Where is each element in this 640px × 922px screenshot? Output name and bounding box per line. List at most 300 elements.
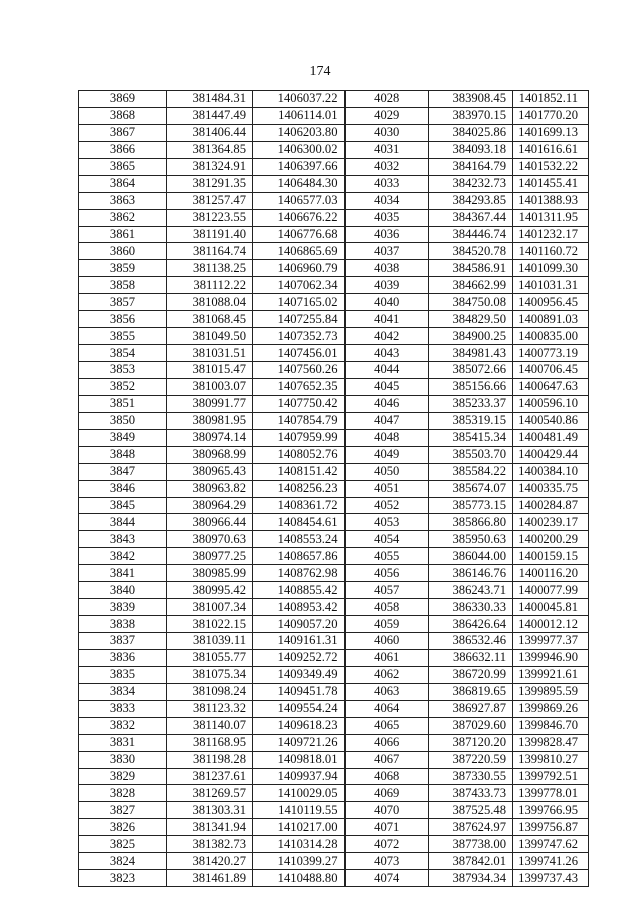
- table-row: [79, 362, 589, 379]
- point-id-left-cell: 3847: [79, 463, 167, 480]
- x-coordinate-left-cell: 381364.85: [167, 141, 253, 158]
- table-row: [79, 853, 589, 870]
- table-row: [79, 91, 589, 108]
- table-row: [79, 141, 589, 158]
- point-id-left-cell: 3865: [79, 158, 167, 175]
- table-row: [79, 124, 589, 141]
- point-id-left-cell: 3827: [79, 802, 167, 819]
- y-coordinate-right-cell: 1401532.22: [513, 158, 589, 175]
- table-row: [79, 700, 589, 717]
- point-id-right-cell: 4069: [345, 785, 429, 802]
- point-id-left-cell: 3836: [79, 649, 167, 666]
- y-coordinate-right-cell: 1401160.72: [513, 243, 589, 260]
- y-coordinate-right-cell: 1400239.17: [513, 514, 589, 531]
- x-coordinate-left-cell: 381031.51: [167, 345, 253, 362]
- point-id-left-cell: 3826: [79, 819, 167, 836]
- x-coordinate-left-cell: 381237.61: [167, 768, 253, 785]
- point-id-right-cell: 4073: [345, 853, 429, 870]
- point-id-left-cell: 3862: [79, 209, 167, 226]
- table-row: [79, 497, 589, 514]
- x-coordinate-right-cell: 384025.86: [429, 124, 513, 141]
- y-coordinate-right-cell: 1399766.95: [513, 802, 589, 819]
- x-coordinate-left-cell: 381324.91: [167, 158, 253, 175]
- point-id-left-cell: 3864: [79, 175, 167, 192]
- point-id-right-cell: 4072: [345, 836, 429, 853]
- table-row: [79, 531, 589, 548]
- y-coordinate-left-cell: 1410029.05: [253, 785, 345, 802]
- y-coordinate-left-cell: 1406484.30: [253, 175, 345, 192]
- y-coordinate-left-cell: 1407456.01: [253, 345, 345, 362]
- x-coordinate-left-cell: 381406.44: [167, 124, 253, 141]
- table-row: [79, 345, 589, 362]
- y-coordinate-right-cell: 1399921.61: [513, 666, 589, 683]
- y-coordinate-right-cell: 1399869.26: [513, 700, 589, 717]
- point-id-left-cell: 3858: [79, 277, 167, 294]
- table-row: [79, 633, 589, 650]
- y-coordinate-left-cell: 1407854.79: [253, 412, 345, 429]
- point-id-right-cell: 4062: [345, 666, 429, 683]
- point-id-left-cell: 3833: [79, 700, 167, 717]
- table-row: [79, 616, 589, 633]
- y-coordinate-left-cell: 1409618.23: [253, 717, 345, 734]
- x-coordinate-right-cell: 387934.34: [429, 870, 513, 887]
- point-id-left-cell: 3849: [79, 429, 167, 446]
- y-coordinate-left-cell: 1410399.27: [253, 853, 345, 870]
- table-row: [79, 328, 589, 345]
- y-coordinate-right-cell: 1400116.20: [513, 565, 589, 582]
- y-coordinate-right-cell: 1399741.26: [513, 853, 589, 870]
- y-coordinate-left-cell: 1406960.79: [253, 260, 345, 277]
- x-coordinate-right-cell: 387738.00: [429, 836, 513, 853]
- point-id-right-cell: 4064: [345, 700, 429, 717]
- table-row: [79, 717, 589, 734]
- x-coordinate-left-cell: 381049.50: [167, 328, 253, 345]
- y-coordinate-right-cell: 1400956.45: [513, 294, 589, 311]
- y-coordinate-left-cell: 1408052.76: [253, 446, 345, 463]
- point-id-left-cell: 3869: [79, 91, 167, 108]
- y-coordinate-right-cell: 1400706.45: [513, 362, 589, 379]
- y-coordinate-left-cell: 1409349.49: [253, 666, 345, 683]
- table-row: [79, 666, 589, 683]
- x-coordinate-right-cell: 384981.43: [429, 345, 513, 362]
- point-id-left-cell: 3852: [79, 378, 167, 395]
- point-id-left-cell: 3861: [79, 226, 167, 243]
- table-row: [79, 107, 589, 124]
- table-row: [79, 751, 589, 768]
- x-coordinate-left-cell: 381140.07: [167, 717, 253, 734]
- x-coordinate-right-cell: 385950.63: [429, 531, 513, 548]
- y-coordinate-left-cell: 1406397.66: [253, 158, 345, 175]
- table-row: [79, 175, 589, 192]
- y-coordinate-left-cell: 1407652.35: [253, 378, 345, 395]
- x-coordinate-left-cell: 381198.28: [167, 751, 253, 768]
- y-coordinate-right-cell: 1400077.99: [513, 582, 589, 599]
- y-coordinate-right-cell: 1400012.12: [513, 616, 589, 633]
- y-coordinate-left-cell: 1409818.01: [253, 751, 345, 768]
- x-coordinate-right-cell: 385866.80: [429, 514, 513, 531]
- x-coordinate-right-cell: 385584.22: [429, 463, 513, 480]
- table-row: [79, 836, 589, 853]
- x-coordinate-right-cell: 384662.99: [429, 277, 513, 294]
- y-coordinate-left-cell: 1409937.94: [253, 768, 345, 785]
- y-coordinate-left-cell: 1408762.98: [253, 565, 345, 582]
- point-id-right-cell: 4074: [345, 870, 429, 887]
- point-id-right-cell: 4040: [345, 294, 429, 311]
- y-coordinate-left-cell: 1409721.26: [253, 734, 345, 751]
- point-id-left-cell: 3853: [79, 362, 167, 379]
- y-coordinate-right-cell: 1400540.86: [513, 412, 589, 429]
- point-id-left-cell: 3837: [79, 633, 167, 650]
- x-coordinate-right-cell: 386720.99: [429, 666, 513, 683]
- x-coordinate-left-cell: 380985.99: [167, 565, 253, 582]
- x-coordinate-left-cell: 381003.07: [167, 378, 253, 395]
- point-id-right-cell: 4061: [345, 649, 429, 666]
- y-coordinate-left-cell: 1409554.24: [253, 700, 345, 717]
- y-coordinate-left-cell: 1407165.02: [253, 294, 345, 311]
- x-coordinate-right-cell: 386632.11: [429, 649, 513, 666]
- y-coordinate-left-cell: 1408454.61: [253, 514, 345, 531]
- point-id-right-cell: 4044: [345, 362, 429, 379]
- point-id-left-cell: 3830: [79, 751, 167, 768]
- x-coordinate-right-cell: 386330.33: [429, 599, 513, 616]
- x-coordinate-right-cell: 385233.37: [429, 395, 513, 412]
- point-id-left-cell: 3845: [79, 497, 167, 514]
- point-id-left-cell: 3841: [79, 565, 167, 582]
- table-row: [79, 785, 589, 802]
- y-coordinate-left-cell: 1409161.31: [253, 633, 345, 650]
- point-id-right-cell: 4053: [345, 514, 429, 531]
- table-row: [79, 514, 589, 531]
- x-coordinate-left-cell: 381484.31: [167, 91, 253, 108]
- x-coordinate-right-cell: 385503.70: [429, 446, 513, 463]
- table-row: [79, 192, 589, 209]
- y-coordinate-right-cell: 1400773.19: [513, 345, 589, 362]
- point-id-right-cell: 4031: [345, 141, 429, 158]
- point-id-left-cell: 3840: [79, 582, 167, 599]
- y-coordinate-left-cell: 1407352.73: [253, 328, 345, 345]
- x-coordinate-right-cell: 386243.71: [429, 582, 513, 599]
- point-id-right-cell: 4041: [345, 311, 429, 328]
- point-id-right-cell: 4054: [345, 531, 429, 548]
- point-id-right-cell: 4063: [345, 683, 429, 700]
- x-coordinate-left-cell: 381098.24: [167, 683, 253, 700]
- y-coordinate-left-cell: 1410119.55: [253, 802, 345, 819]
- y-coordinate-right-cell: 1399846.70: [513, 717, 589, 734]
- y-coordinate-left-cell: 1408256.23: [253, 480, 345, 497]
- x-coordinate-left-cell: 380991.77: [167, 395, 253, 412]
- point-id-right-cell: 4071: [345, 819, 429, 836]
- x-coordinate-left-cell: 380970.63: [167, 531, 253, 548]
- y-coordinate-right-cell: 1401232.17: [513, 226, 589, 243]
- x-coordinate-left-cell: 381022.15: [167, 616, 253, 633]
- y-coordinate-right-cell: 1401699.13: [513, 124, 589, 141]
- x-coordinate-right-cell: 386426.64: [429, 616, 513, 633]
- point-id-left-cell: 3856: [79, 311, 167, 328]
- point-id-left-cell: 3839: [79, 599, 167, 616]
- point-id-right-cell: 4028: [345, 91, 429, 108]
- point-id-right-cell: 4051: [345, 480, 429, 497]
- x-coordinate-right-cell: 383908.45: [429, 91, 513, 108]
- x-coordinate-left-cell: 381075.34: [167, 666, 253, 683]
- y-coordinate-left-cell: 1407750.42: [253, 395, 345, 412]
- table-row: [79, 649, 589, 666]
- x-coordinate-right-cell: 386146.76: [429, 565, 513, 582]
- x-coordinate-left-cell: 380965.43: [167, 463, 253, 480]
- point-id-right-cell: 4035: [345, 209, 429, 226]
- point-id-right-cell: 4060: [345, 633, 429, 650]
- point-id-right-cell: 4052: [345, 497, 429, 514]
- point-id-right-cell: 4068: [345, 768, 429, 785]
- point-id-left-cell: 3857: [79, 294, 167, 311]
- table-row: [79, 599, 589, 616]
- x-coordinate-right-cell: 384164.79: [429, 158, 513, 175]
- y-coordinate-left-cell: 1408953.42: [253, 599, 345, 616]
- x-coordinate-left-cell: 381015.47: [167, 362, 253, 379]
- x-coordinate-right-cell: 387433.73: [429, 785, 513, 802]
- y-coordinate-right-cell: 1400835.00: [513, 328, 589, 345]
- y-coordinate-right-cell: 1400159.15: [513, 548, 589, 565]
- table-row: [79, 734, 589, 751]
- x-coordinate-left-cell: 380974.14: [167, 429, 253, 446]
- x-coordinate-left-cell: 381461.89: [167, 870, 253, 887]
- x-coordinate-right-cell: 384750.08: [429, 294, 513, 311]
- y-coordinate-left-cell: 1409451.78: [253, 683, 345, 700]
- x-coordinate-left-cell: 381007.34: [167, 599, 253, 616]
- y-coordinate-right-cell: 1399895.59: [513, 683, 589, 700]
- x-coordinate-right-cell: 386927.87: [429, 700, 513, 717]
- point-id-right-cell: 4038: [345, 260, 429, 277]
- x-coordinate-left-cell: 381164.74: [167, 243, 253, 260]
- x-coordinate-right-cell: 384586.91: [429, 260, 513, 277]
- point-id-right-cell: 4029: [345, 107, 429, 124]
- x-coordinate-left-cell: 381447.49: [167, 107, 253, 124]
- x-coordinate-right-cell: 385072.66: [429, 362, 513, 379]
- x-coordinate-right-cell: 387842.01: [429, 853, 513, 870]
- point-id-left-cell: 3825: [79, 836, 167, 853]
- y-coordinate-left-cell: 1408553.24: [253, 531, 345, 548]
- y-coordinate-right-cell: 1399792.51: [513, 768, 589, 785]
- y-coordinate-right-cell: 1399756.87: [513, 819, 589, 836]
- table-row: [79, 446, 589, 463]
- table-row: [79, 463, 589, 480]
- point-id-right-cell: 4067: [345, 751, 429, 768]
- table-row: [79, 277, 589, 294]
- y-coordinate-left-cell: 1408151.42: [253, 463, 345, 480]
- x-coordinate-right-cell: 386819.65: [429, 683, 513, 700]
- x-coordinate-left-cell: 380981.95: [167, 412, 253, 429]
- table-row: [79, 870, 589, 887]
- y-coordinate-left-cell: 1407959.99: [253, 429, 345, 446]
- point-id-right-cell: 4046: [345, 395, 429, 412]
- x-coordinate-left-cell: 381191.40: [167, 226, 253, 243]
- table-row: [79, 802, 589, 819]
- y-coordinate-right-cell: 1400284.87: [513, 497, 589, 514]
- y-coordinate-right-cell: 1400481.49: [513, 429, 589, 446]
- x-coordinate-right-cell: 386044.00: [429, 548, 513, 565]
- point-id-left-cell: 3842: [79, 548, 167, 565]
- point-id-left-cell: 3835: [79, 666, 167, 683]
- y-coordinate-left-cell: 1408657.86: [253, 548, 345, 565]
- point-id-left-cell: 3823: [79, 870, 167, 887]
- point-id-left-cell: 3866: [79, 141, 167, 158]
- y-coordinate-right-cell: 1400045.81: [513, 599, 589, 616]
- x-coordinate-left-cell: 381138.25: [167, 260, 253, 277]
- y-coordinate-left-cell: 1409252.72: [253, 649, 345, 666]
- y-coordinate-right-cell: 1399977.37: [513, 633, 589, 650]
- y-coordinate-right-cell: 1400647.63: [513, 378, 589, 395]
- point-id-right-cell: 4042: [345, 328, 429, 345]
- x-coordinate-right-cell: 384093.18: [429, 141, 513, 158]
- x-coordinate-left-cell: 381257.47: [167, 192, 253, 209]
- x-coordinate-right-cell: 383970.15: [429, 107, 513, 124]
- y-coordinate-right-cell: 1401616.61: [513, 141, 589, 158]
- x-coordinate-left-cell: 381123.32: [167, 700, 253, 717]
- x-coordinate-right-cell: 384446.74: [429, 226, 513, 243]
- x-coordinate-right-cell: 387330.55: [429, 768, 513, 785]
- point-id-left-cell: 3834: [79, 683, 167, 700]
- point-id-right-cell: 4059: [345, 616, 429, 633]
- point-id-left-cell: 3838: [79, 616, 167, 633]
- table-row: [79, 243, 589, 260]
- x-coordinate-left-cell: 381039.11: [167, 633, 253, 650]
- y-coordinate-right-cell: 1400200.29: [513, 531, 589, 548]
- coordinates-table-body: [79, 91, 589, 887]
- x-coordinate-left-cell: 380966.44: [167, 514, 253, 531]
- x-coordinate-left-cell: 380968.99: [167, 446, 253, 463]
- point-id-left-cell: 3855: [79, 328, 167, 345]
- y-coordinate-right-cell: 1399946.90: [513, 649, 589, 666]
- x-coordinate-right-cell: 387525.48: [429, 802, 513, 819]
- x-coordinate-left-cell: 381168.95: [167, 734, 253, 751]
- y-coordinate-left-cell: 1406676.22: [253, 209, 345, 226]
- point-id-left-cell: 3850: [79, 412, 167, 429]
- point-id-left-cell: 3867: [79, 124, 167, 141]
- x-coordinate-right-cell: 384520.78: [429, 243, 513, 260]
- point-id-right-cell: 4034: [345, 192, 429, 209]
- table-row: [79, 311, 589, 328]
- table-row: [79, 548, 589, 565]
- point-id-right-cell: 4065: [345, 717, 429, 734]
- table-row: [79, 480, 589, 497]
- x-coordinate-left-cell: 380977.25: [167, 548, 253, 565]
- y-coordinate-left-cell: 1410488.80: [253, 870, 345, 887]
- y-coordinate-right-cell: 1400891.03: [513, 311, 589, 328]
- x-coordinate-right-cell: 384232.73: [429, 175, 513, 192]
- y-coordinate-left-cell: 1408361.72: [253, 497, 345, 514]
- x-coordinate-right-cell: 385156.66: [429, 378, 513, 395]
- point-id-left-cell: 3846: [79, 480, 167, 497]
- x-coordinate-right-cell: 385674.07: [429, 480, 513, 497]
- x-coordinate-left-cell: 381341.94: [167, 819, 253, 836]
- y-coordinate-left-cell: 1410217.00: [253, 819, 345, 836]
- y-coordinate-left-cell: 1406037.22: [253, 91, 345, 108]
- point-id-right-cell: 4058: [345, 599, 429, 616]
- x-coordinate-left-cell: 381269.57: [167, 785, 253, 802]
- y-coordinate-right-cell: 1401031.31: [513, 277, 589, 294]
- y-coordinate-right-cell: 1399737.43: [513, 870, 589, 887]
- x-coordinate-right-cell: 387624.97: [429, 819, 513, 836]
- table-row: [79, 294, 589, 311]
- x-coordinate-right-cell: 384829.50: [429, 311, 513, 328]
- y-coordinate-right-cell: 1399828.47: [513, 734, 589, 751]
- x-coordinate-left-cell: 381068.45: [167, 311, 253, 328]
- page-number: 174: [309, 64, 331, 79]
- y-coordinate-left-cell: 1407062.34: [253, 277, 345, 294]
- x-coordinate-right-cell: 387220.59: [429, 751, 513, 768]
- y-coordinate-right-cell: 1399810.27: [513, 751, 589, 768]
- table-row: [79, 565, 589, 582]
- y-coordinate-left-cell: 1406300.02: [253, 141, 345, 158]
- y-coordinate-left-cell: 1409057.20: [253, 616, 345, 633]
- x-coordinate-left-cell: 380964.29: [167, 497, 253, 514]
- y-coordinate-left-cell: 1406114.01: [253, 107, 345, 124]
- x-coordinate-left-cell: 381291.35: [167, 175, 253, 192]
- y-coordinate-right-cell: 1401852.11: [513, 91, 589, 108]
- point-id-right-cell: 4055: [345, 548, 429, 565]
- point-id-left-cell: 3848: [79, 446, 167, 463]
- x-coordinate-right-cell: 385415.34: [429, 429, 513, 446]
- y-coordinate-left-cell: 1407560.26: [253, 362, 345, 379]
- table-row: [79, 260, 589, 277]
- x-coordinate-left-cell: 381088.04: [167, 294, 253, 311]
- y-coordinate-right-cell: 1399747.62: [513, 836, 589, 853]
- x-coordinate-left-cell: 381055.77: [167, 649, 253, 666]
- point-id-left-cell: 3859: [79, 260, 167, 277]
- x-coordinate-right-cell: 384293.85: [429, 192, 513, 209]
- point-id-right-cell: 4033: [345, 175, 429, 192]
- point-id-left-cell: 3844: [79, 514, 167, 531]
- point-id-left-cell: 3868: [79, 107, 167, 124]
- point-id-right-cell: 4070: [345, 802, 429, 819]
- point-id-right-cell: 4047: [345, 412, 429, 429]
- table-row: [79, 209, 589, 226]
- x-coordinate-left-cell: 380963.82: [167, 480, 253, 497]
- y-coordinate-left-cell: 1406203.80: [253, 124, 345, 141]
- x-coordinate-left-cell: 380995.42: [167, 582, 253, 599]
- y-coordinate-right-cell: 1401099.30: [513, 260, 589, 277]
- x-coordinate-right-cell: 387120.20: [429, 734, 513, 751]
- point-id-left-cell: 3860: [79, 243, 167, 260]
- table-row: [79, 395, 589, 412]
- point-id-right-cell: 4036: [345, 226, 429, 243]
- point-id-left-cell: 3832: [79, 717, 167, 734]
- point-id-left-cell: 3843: [79, 531, 167, 548]
- point-id-left-cell: 3824: [79, 853, 167, 870]
- x-coordinate-right-cell: 385773.15: [429, 497, 513, 514]
- y-coordinate-right-cell: 1401770.20: [513, 107, 589, 124]
- x-coordinate-left-cell: 381382.73: [167, 836, 253, 853]
- coordinates-table: [78, 90, 589, 887]
- y-coordinate-right-cell: 1400384.10: [513, 463, 589, 480]
- point-id-left-cell: 3854: [79, 345, 167, 362]
- x-coordinate-left-cell: 381303.31: [167, 802, 253, 819]
- x-coordinate-left-cell: 381223.55: [167, 209, 253, 226]
- y-coordinate-right-cell: 1401388.93: [513, 192, 589, 209]
- point-id-right-cell: 4030: [345, 124, 429, 141]
- point-id-right-cell: 4045: [345, 378, 429, 395]
- point-id-right-cell: 4043: [345, 345, 429, 362]
- x-coordinate-right-cell: 384367.44: [429, 209, 513, 226]
- point-id-left-cell: 3829: [79, 768, 167, 785]
- point-id-left-cell: 3851: [79, 395, 167, 412]
- point-id-right-cell: 4049: [345, 446, 429, 463]
- point-id-right-cell: 4048: [345, 429, 429, 446]
- table-row: [79, 768, 589, 785]
- point-id-right-cell: 4056: [345, 565, 429, 582]
- y-coordinate-right-cell: 1400429.44: [513, 446, 589, 463]
- y-coordinate-right-cell: 1401311.95: [513, 209, 589, 226]
- x-coordinate-right-cell: 386532.46: [429, 633, 513, 650]
